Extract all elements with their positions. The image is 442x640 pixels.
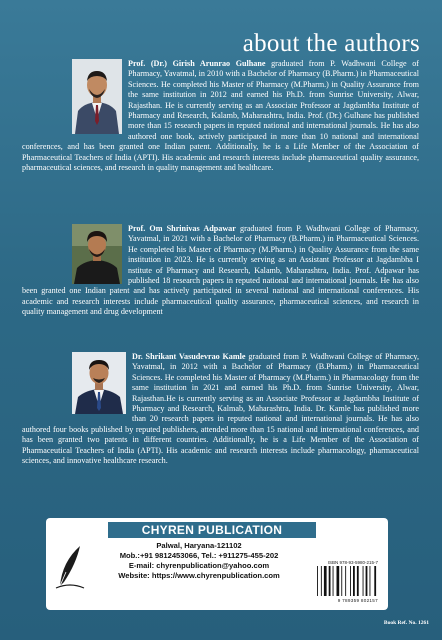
barcode-icon bbox=[316, 566, 378, 596]
author-name-2: Prof. Om Shrinivas Adpawar bbox=[128, 224, 236, 233]
publisher-phone: Mob.:+91 9812453066, Tel.: +911275-455-202 bbox=[119, 551, 279, 560]
book-reference: Book Ref. No. 1261 bbox=[383, 620, 429, 626]
author-bio-2 bbox=[22, 224, 419, 318]
author-bio-1 bbox=[22, 59, 419, 173]
isbn-text: ISBN 978-93-5980-215-7 bbox=[327, 560, 378, 565]
publisher-address: Palwal, Haryana-121102 bbox=[156, 541, 242, 550]
author-photo-1 bbox=[72, 59, 122, 134]
quill-pen-icon bbox=[54, 542, 86, 590]
publisher-box bbox=[46, 518, 388, 610]
author-bio-text-3: graduated from P. Wadhwani College of Pharmacy, Yavatmal, in 2012 with a Bachelor of Pharmacy (B.Pharm.) in Pharmaceutical Sciences. He completed his Master of Pharmacy (M.Pharm.) in Pharmacology from the same institution in 2021 and earned his Ph.D. from Sunrise University, Alwar, Rajasthan.He is currently serving as an Associate Professor at Jagdambha Institute of Pharmacy and Research, Kalmab, Maharashtra, India. Dr. Kamle has published more than 20 research papers in reputed national and international journals. He has also authored four books published by reputed publishers, attended more than 15 national and international conferences, and has been granted two patents in different countries. Additionally, he is a Life Member of the Association of Pharmaceutical Teachers of India (APTI). His academic and research interests include pharmacology, pharmaceutical sciences, and innovative healthcare research. bbox=[22, 352, 419, 466]
author-photo-2 bbox=[72, 224, 122, 284]
barcode-number: 9 789359 802157 bbox=[337, 598, 378, 603]
author-bio-text-1: graduated from P. Wadhwani College of Pharmacy, Yavatmal, in 2010 with a Bachelor of Pharmacy (B.Pharm.) in Pharmaceutical Sciences. He completed his Master of Pharmacy (M.Pharm.) in Quality Assurance from the same institution in 2012 and earned his Ph.D. from Sunrise University, Alwar, Rajasthan. He is currently serving as an Associate Professor at Jagdambha Institute of Pharmacy and Research, Kalamb, Maharashtra, India. Prof. (Dr.) Gulhane has published more than 15 research papers in reputed national and international journals. He has also authored one book, actively participated in more than 10 national and international conferences, and has been granted one Indian patent. Additionally, he is a Life Member of the Association of Pharmaceutical Teachers of India (APTI). His academic and research interests include pharmaceutical quality assurance, pharmaceutical sciences, and research in quality management and healthcare. bbox=[22, 59, 420, 173]
publisher-website: Website: https://www.chyrenpublication.com bbox=[118, 571, 280, 580]
author-bio-3 bbox=[22, 352, 419, 466]
author-photo-3 bbox=[72, 352, 126, 414]
publisher-email: E-mail: chyrenpublication@yahoo.com bbox=[128, 561, 270, 570]
author-name-1: Prof. (Dr.) Girish Arunrao Gulhane bbox=[128, 59, 266, 68]
author-name-3: Dr. Shrikant Vasudevrao Kamle bbox=[132, 352, 246, 361]
publisher-name: CHYREN PUBLICATION bbox=[108, 522, 316, 538]
section-heading: about the authors bbox=[242, 30, 420, 57]
author-bio-text-2: graduated from P. Wadhwani College of Pharmacy, Yavatmal, in 2021 with a Bachelor of Pharmacy (B.Pharm.) in Pharmaceutical Sciences. He completed his Master of Pharmacy (M.Pharm.) in Quality Assurance from the same institution in 2023. He is currently serving as an Assistant Professor at Jagdambha I nstitute of Pharmacy and Research, Kalamb, Maharashtra, India. Prof. Adpawar has published 18 research papers in reputed national and international journals. He has also been granted one Indian patent and has actively participated in several national and international conferences. His academic and research interests include pharmaceutical quality assurance, pharmaceutical sciences, and research in quality management and drug development bbox=[22, 224, 419, 317]
